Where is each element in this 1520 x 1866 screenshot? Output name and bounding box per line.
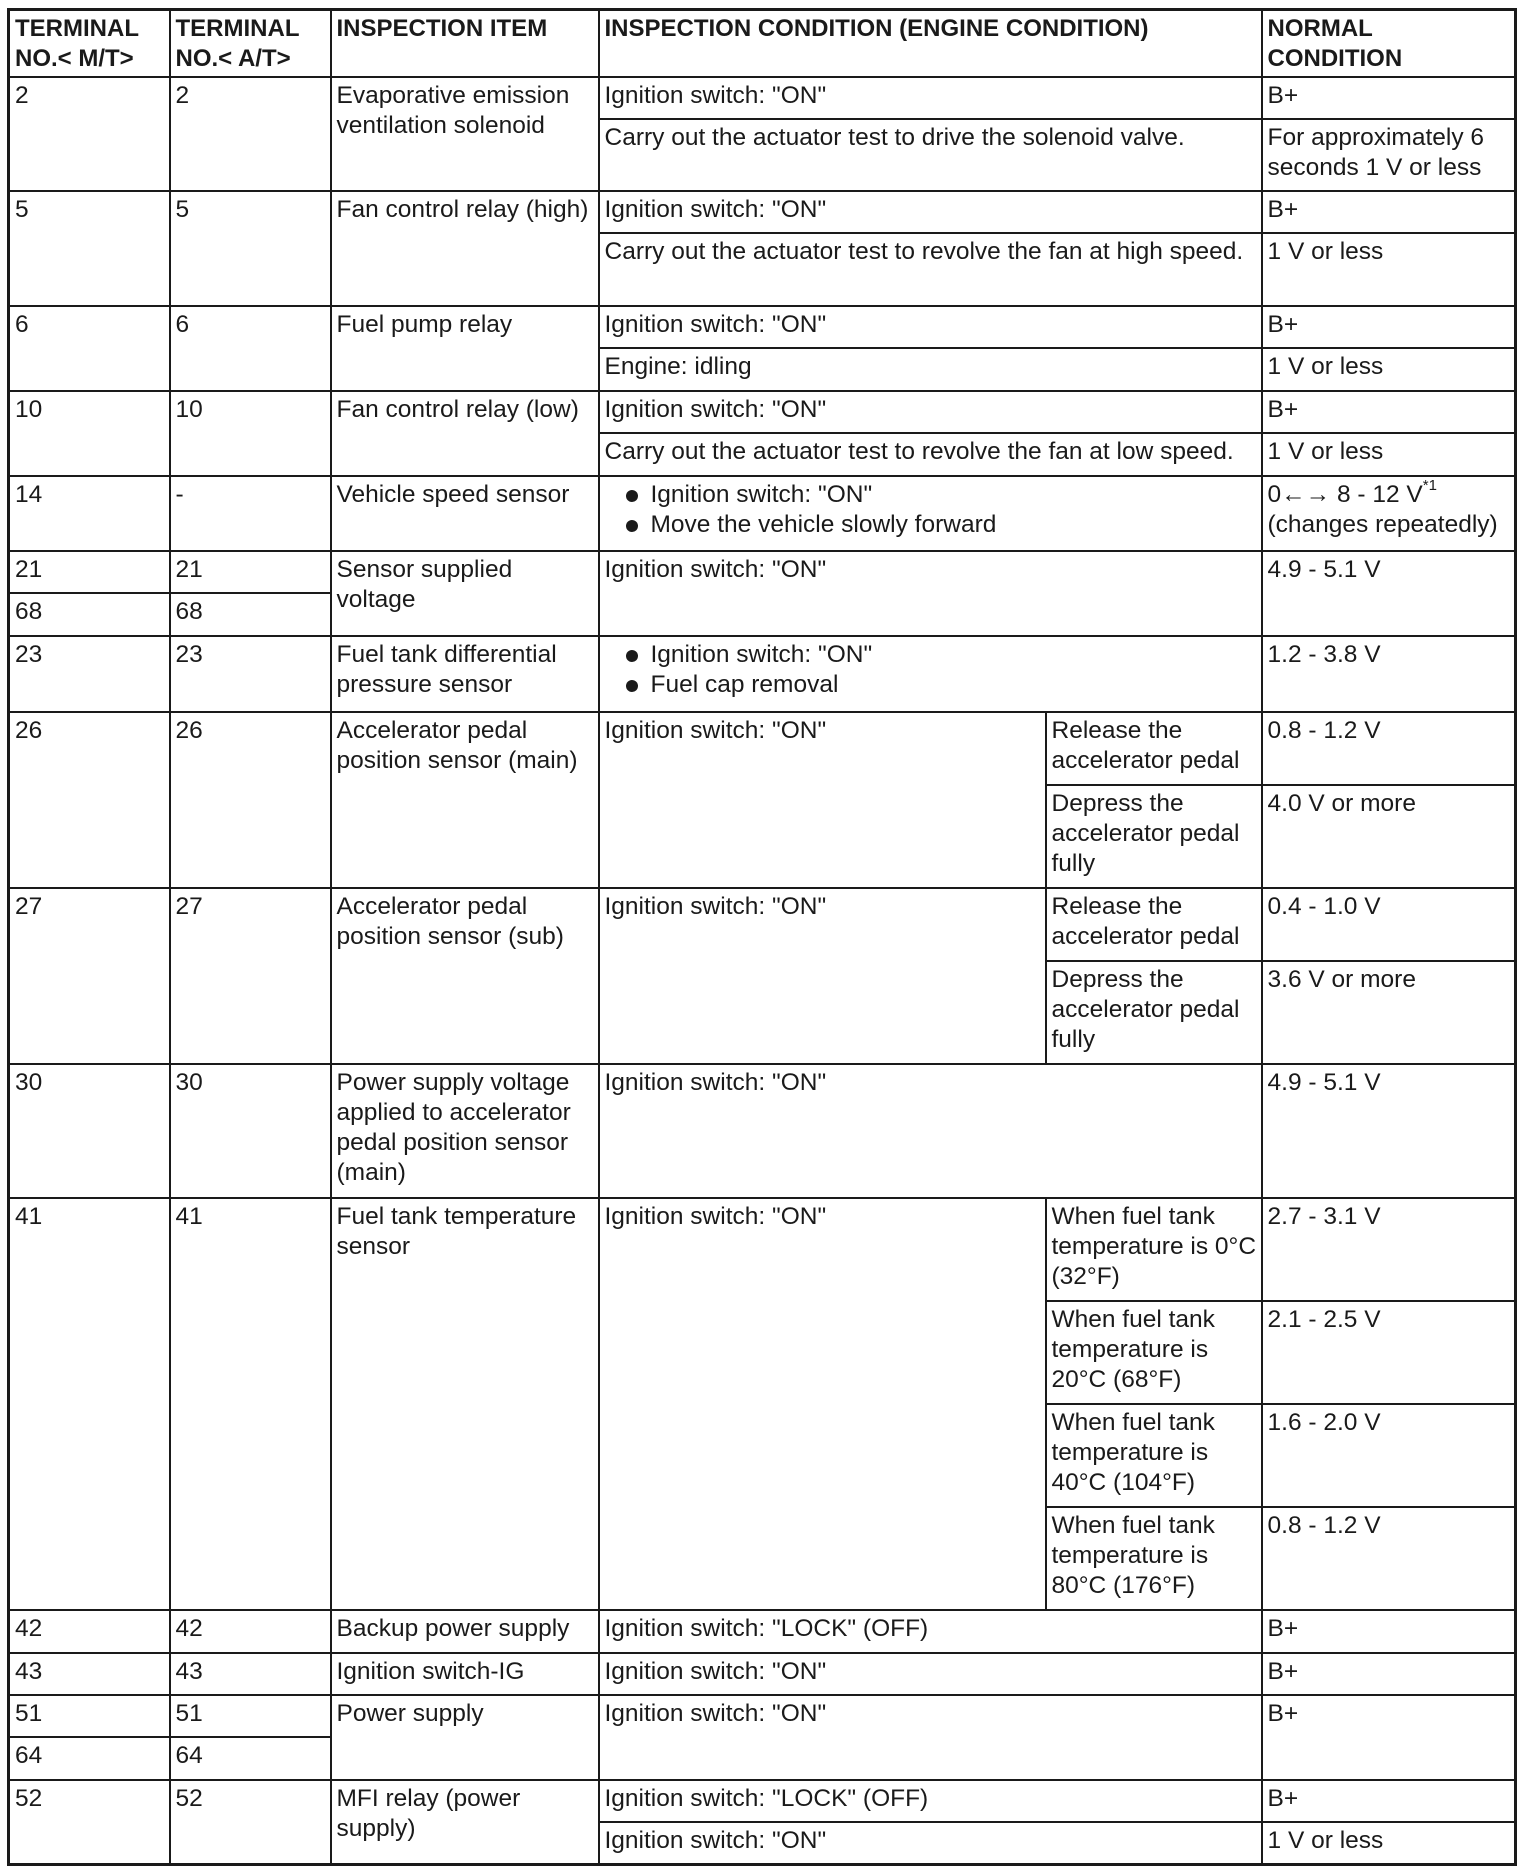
inspection-item: Evaporative emission ventilation solenoid [331,77,599,191]
inspection-condition: Carry out the actuator test to revolve the fan at low speed. [599,433,1262,476]
inspection-condition: Ignition switch: "ON" [599,77,1262,119]
terminal-at: 6 [170,306,331,391]
terminal-mt: 27 [9,888,170,1064]
footnote-mark: *1 [1422,477,1437,494]
sub-condition: When fuel tank temperature is 80°C (176°F) [1046,1507,1262,1610]
sub-condition: When fuel tank temperature is 0°C (32°F) [1046,1198,1262,1301]
terminal-mt: 43 [9,1653,170,1695]
table-row [9,1780,1516,1822]
table-row [9,1695,1516,1737]
terminal-at: 5 [170,191,331,306]
table-row [9,636,1516,712]
inspection-item: MFI relay (power supply) [331,1780,599,1864]
terminal-at: 41 [170,1198,331,1610]
normal-condition: 1.2 - 3.8 V [1262,636,1516,712]
table-row [9,712,1516,785]
inspection-item: Accelerator pedal position sensor (main) [331,712,599,888]
table-row [9,191,1516,233]
normal-condition: 2.7 - 3.1 V [1262,1198,1516,1301]
terminal-mt: 64 [9,1737,170,1780]
terminal-mt: 26 [9,712,170,888]
normal-value: 0←→ 8 - 12 V [1267,481,1423,508]
normal-condition: 1 V or less [1262,233,1516,306]
normal-condition [1262,476,1516,551]
terminal-mt: 6 [9,306,170,391]
header-terminal-at: TERMINAL NO.< A/T> [170,10,331,78]
sub-condition: Release the accelerator pedal [1046,888,1262,961]
normal-condition: B+ [1262,1780,1516,1822]
inspection-item: Power supply voltage applied to accelerator pedal position sensor (main) [331,1064,599,1198]
terminal-mt: 2 [9,77,170,191]
sub-condition: When fuel tank temperature is 20°C (68°F) [1046,1301,1262,1404]
inspection-condition: Ignition switch: "ON" [599,551,1262,636]
condition-bullet: Ignition switch: "ON" [605,480,1257,510]
terminal-mt: 68 [9,593,170,636]
terminal-mt: 42 [9,1610,170,1653]
normal-condition: 4.0 V or more [1262,785,1516,888]
terminal-inspection-table [7,8,1517,1866]
inspection-condition: Carry out the actuator test to revolve the fan at high speed. [599,233,1262,306]
normal-condition: For approximately 6 seconds 1 V or less [1262,119,1516,191]
header-inspection-item: INSPECTION ITEM [331,10,599,78]
table-row [9,551,1516,593]
normal-condition: 4.9 - 5.1 V [1262,551,1516,636]
normal-condition: B+ [1262,391,1516,433]
terminal-at: 26 [170,712,331,888]
condition-bullet: Fuel cap removal [605,670,1257,700]
terminal-mt: 21 [9,551,170,593]
normal-condition: B+ [1262,1610,1516,1653]
table-row [9,888,1516,961]
header-inspection-condition: INSPECTION CONDITION (ENGINE CONDITION) [599,10,1262,78]
terminal-at: 30 [170,1064,331,1198]
condition-bullet-list [605,480,1257,540]
inspection-condition: Ignition switch: "ON" [599,1822,1262,1864]
inspection-condition: Ignition switch: "ON" [599,1653,1262,1695]
normal-condition: B+ [1262,1653,1516,1695]
normal-condition: 2.1 - 2.5 V [1262,1301,1516,1404]
table-row [9,1610,1516,1653]
terminal-at: 21 [170,551,331,593]
inspection-condition: Engine: idling [599,348,1262,391]
condition-bullet-list [605,640,1257,700]
inspection-item: Power supply [331,1695,599,1780]
condition-bullet: Move the vehicle slowly forward [605,510,1257,540]
normal-condition: 0.4 - 1.0 V [1262,888,1516,961]
inspection-condition: Ignition switch: "ON" [599,1695,1262,1780]
inspection-condition: Ignition switch: "ON" [599,1198,1046,1610]
inspection-condition: Carry out the actuator test to drive the solenoid valve. [599,119,1262,191]
inspection-item: Backup power supply [331,1610,599,1653]
header-row [9,10,1516,78]
sub-condition: Depress the accelerator pedal fully [1046,961,1262,1064]
inspection-item: Ignition switch-IG [331,1653,599,1695]
terminal-at: 10 [170,391,331,476]
normal-condition: B+ [1262,191,1516,233]
inspection-condition: Ignition switch: "ON" [599,1064,1262,1198]
table-row [9,77,1516,119]
terminal-mt: 14 [9,476,170,551]
inspection-item: Sensor supplied voltage [331,551,599,636]
inspection-condition [599,636,1262,712]
inspection-condition: Ignition switch: "ON" [599,391,1262,433]
normal-condition: 0.8 - 1.2 V [1262,712,1516,785]
normal-condition: B+ [1262,1695,1516,1780]
inspection-condition: Ignition switch: "LOCK" (OFF) [599,1780,1262,1822]
terminal-mt: 30 [9,1064,170,1198]
inspection-item: Vehicle speed sensor [331,476,599,551]
header-normal-condition: NORMAL CONDITION [1262,10,1516,78]
normal-condition: B+ [1262,306,1516,348]
terminal-mt: 51 [9,1695,170,1737]
inspection-condition: Ignition switch: "ON" [599,306,1262,348]
terminal-at: - [170,476,331,551]
terminal-at: 51 [170,1695,331,1737]
inspection-item: Fuel tank differential pressure sensor [331,636,599,712]
sub-condition: When fuel tank temperature is 40°C (104°F) [1046,1404,1262,1507]
normal-condition: 1 V or less [1262,348,1516,391]
terminal-at: 42 [170,1610,331,1653]
normal-condition: 3.6 V or more [1262,961,1516,1064]
inspection-condition: Ignition switch: "ON" [599,191,1262,233]
terminal-mt: 10 [9,391,170,476]
sub-condition: Depress the accelerator pedal fully [1046,785,1262,888]
inspection-item: Fan control relay (high) [331,191,599,306]
inspection-condition: Ignition switch: "ON" [599,712,1046,888]
normal-condition: B+ [1262,77,1516,119]
normal-condition: 4.9 - 5.1 V [1262,1064,1516,1198]
normal-condition: 0.8 - 1.2 V [1262,1507,1516,1610]
inspection-condition: Ignition switch: "ON" [599,888,1046,1064]
terminal-at: 2 [170,77,331,191]
terminal-mt: 5 [9,191,170,306]
header-terminal-mt: TERMINAL NO.< M/T> [9,10,170,78]
terminal-mt: 23 [9,636,170,712]
terminal-at: 64 [170,1737,331,1780]
inspection-item: Fuel pump relay [331,306,599,391]
terminal-at: 27 [170,888,331,1064]
terminal-at: 23 [170,636,331,712]
table-row [9,306,1516,348]
normal-condition: 1 V or less [1262,433,1516,476]
table-row [9,391,1516,433]
condition-bullet: Ignition switch: "ON" [605,640,1257,670]
terminal-mt: 41 [9,1198,170,1610]
terminal-mt: 52 [9,1780,170,1864]
table-row [9,1064,1516,1198]
inspection-item: Fan control relay (low) [331,391,599,476]
table-row [9,476,1516,551]
normal-value-note: (changes repeatedly) [1267,511,1498,538]
inspection-condition: Ignition switch: "LOCK" (OFF) [599,1610,1262,1653]
terminal-at: 52 [170,1780,331,1864]
terminal-at: 43 [170,1653,331,1695]
inspection-item: Fuel tank temperature sensor [331,1198,599,1610]
inspection-item: Accelerator pedal position sensor (sub) [331,888,599,1064]
terminal-at: 68 [170,593,331,636]
table-row [9,1653,1516,1695]
inspection-condition [599,476,1262,551]
table-row [9,1198,1516,1301]
normal-condition: 1 V or less [1262,1822,1516,1864]
normal-condition: 1.6 - 2.0 V [1262,1404,1516,1507]
inspection-table-container [7,8,1517,1866]
sub-condition: Release the accelerator pedal [1046,712,1262,785]
